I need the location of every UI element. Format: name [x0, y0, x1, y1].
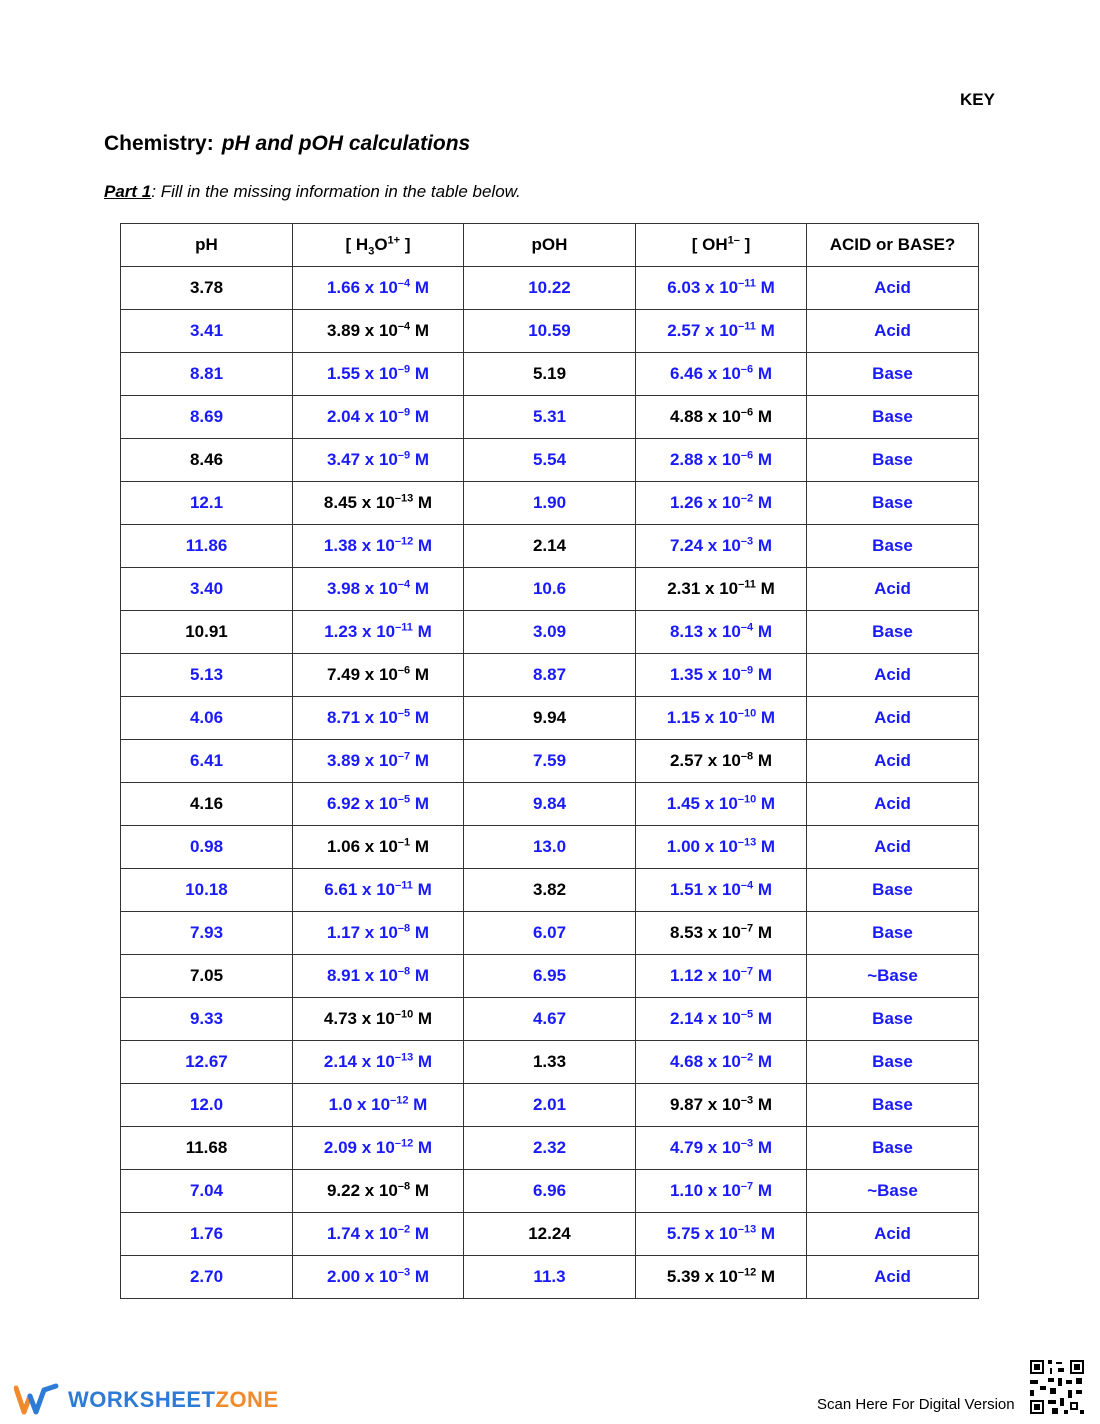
cell-ph: 8.69 — [121, 396, 293, 439]
cell-poh: 5.54 — [464, 439, 636, 482]
cell-h3o: 1.23 x $10^{-11}$ M — [293, 611, 464, 654]
cell-acid-or-base: Base — [807, 439, 979, 482]
cell-poh: 10.22 — [464, 267, 636, 310]
table-row — [121, 998, 979, 1041]
cell-ph: 6.41 — [121, 740, 293, 783]
worksheetzone-logo — [14, 1382, 279, 1418]
header-ph: pH — [121, 224, 293, 267]
cell-ph: 8.81 — [121, 353, 293, 396]
cell-oh: 1.45 x $10^{-10}$ M — [636, 783, 807, 826]
cell-acid-or-base: Acid — [807, 568, 979, 611]
cell-acid-or-base: ~Base — [807, 1170, 979, 1213]
cell-poh: 3.82 — [464, 869, 636, 912]
table-row — [121, 1127, 979, 1170]
cell-ph: 0.98 — [121, 826, 293, 869]
cell-oh: 7.24 x $10^{-3}$ M — [636, 525, 807, 568]
cell-acid-or-base: Base — [807, 1041, 979, 1084]
cell-acid-or-base: Base — [807, 912, 979, 955]
title-main: Chemistry: — [104, 132, 214, 155]
table-row — [121, 697, 979, 740]
cell-ph: 3.78 — [121, 267, 293, 310]
table-row — [121, 869, 979, 912]
cell-oh: 2.88 x $10^{-6}$ M — [636, 439, 807, 482]
cell-poh: 5.19 — [464, 353, 636, 396]
header-poh: pOH — [464, 224, 636, 267]
cell-oh: 8.13 x $10^{-4}$ M — [636, 611, 807, 654]
cell-poh: 4.67 — [464, 998, 636, 1041]
cell-poh: 12.24 — [464, 1213, 636, 1256]
table-row — [121, 1170, 979, 1213]
cell-oh: 4.68 x $10^{-2}$ M — [636, 1041, 807, 1084]
cell-oh: 8.53 x $10^{-7}$ M — [636, 912, 807, 955]
cell-ph: 11.86 — [121, 525, 293, 568]
cell-poh: 9.94 — [464, 697, 636, 740]
cell-oh: 5.39 x $10^{-12}$ M — [636, 1256, 807, 1299]
cell-ph: 4.06 — [121, 697, 293, 740]
cell-acid-or-base: Base — [807, 998, 979, 1041]
cell-acid-or-base: Acid — [807, 826, 979, 869]
cell-h3o: 8.91 x $10^{-8}$ M — [293, 955, 464, 998]
cell-h3o: 1.17 x $10^{-8}$ M — [293, 912, 464, 955]
part-label: Part 1 — [104, 182, 152, 201]
cell-h3o: 1.66 x $10^{-4}$ M — [293, 267, 464, 310]
cell-h3o: 1.38 x $10^{-12}$ M — [293, 525, 464, 568]
cell-poh: 2.14 — [464, 525, 636, 568]
cell-ph: 9.33 — [121, 998, 293, 1041]
cell-h3o: 3.89 x $10^{-4}$ M — [293, 310, 464, 353]
cell-ph: 12.0 — [121, 1084, 293, 1127]
ph-poh-table — [120, 223, 979, 1299]
table-row — [121, 654, 979, 697]
cell-acid-or-base: Base — [807, 1127, 979, 1170]
cell-acid-or-base: Base — [807, 869, 979, 912]
instructions-text: : Fill in the missing information in the table below. — [151, 182, 521, 201]
cell-h3o: 2.04 x $10^{-9}$ M — [293, 396, 464, 439]
header-h3o: [ $H_3O^{1+}$ ] — [293, 224, 464, 267]
brand-name: WORKSHEETZONE — [68, 1387, 279, 1412]
cell-ph: 4.16 — [121, 783, 293, 826]
cell-acid-or-base: Base — [807, 611, 979, 654]
table-row — [121, 525, 979, 568]
table-row — [121, 912, 979, 955]
cell-oh: 2.57 x $10^{-8}$ M — [636, 740, 807, 783]
cell-poh: 5.31 — [464, 396, 636, 439]
cell-acid-or-base: Base — [807, 1084, 979, 1127]
cell-h3o: 2.14 x $10^{-13}$ M — [293, 1041, 464, 1084]
table-row — [121, 482, 979, 525]
cell-poh: 1.33 — [464, 1041, 636, 1084]
cell-oh: 5.75 x $10^{-13}$ M — [636, 1213, 807, 1256]
cell-oh: 1.00 x $10^{-13}$ M — [636, 826, 807, 869]
cell-ph: 1.76 — [121, 1213, 293, 1256]
cell-ph: 8.46 — [121, 439, 293, 482]
table-row — [121, 396, 979, 439]
cell-acid-or-base: Base — [807, 482, 979, 525]
cell-acid-or-base: Base — [807, 525, 979, 568]
table-row — [121, 611, 979, 654]
cell-h3o: 2.09 x $10^{-12}$ M — [293, 1127, 464, 1170]
worksheetzone-logo-icon — [14, 1382, 60, 1418]
cell-h3o: 1.06 x $10^{-1}$ M — [293, 826, 464, 869]
cell-acid-or-base: Acid — [807, 740, 979, 783]
cell-ph: 10.18 — [121, 869, 293, 912]
cell-h3o: 7.49 x $10^{-6}$ M — [293, 654, 464, 697]
cell-ph: 3.40 — [121, 568, 293, 611]
page-title — [104, 132, 470, 156]
cell-oh: 2.14 x $10^{-5}$ M — [636, 998, 807, 1041]
cell-oh: 1.51 x $10^{-4}$ M — [636, 869, 807, 912]
header-oh: [ $OH^{1-}$ ] — [636, 224, 807, 267]
cell-poh: 13.0 — [464, 826, 636, 869]
cell-ph: 7.05 — [121, 955, 293, 998]
cell-acid-or-base: Acid — [807, 1256, 979, 1299]
qr-code-icon[interactable] — [1028, 1358, 1086, 1416]
cell-oh: 1.15 x $10^{-10}$ M — [636, 697, 807, 740]
cell-oh: 6.03 x $10^{-11}$ M — [636, 267, 807, 310]
table-row — [121, 439, 979, 482]
cell-ph: 12.67 — [121, 1041, 293, 1084]
cell-h3o: 3.89 x $10^{-7}$ M — [293, 740, 464, 783]
cell-h3o: 4.73 x $10^{-10}$ M — [293, 998, 464, 1041]
cell-poh: 9.84 — [464, 783, 636, 826]
cell-acid-or-base: Acid — [807, 1213, 979, 1256]
cell-oh: 2.31 x $10^{-11}$ M — [636, 568, 807, 611]
cell-h3o: 8.45 x $10^{-13}$ M — [293, 482, 464, 525]
cell-oh: 1.35 x $10^{-9}$ M — [636, 654, 807, 697]
cell-acid-or-base: Acid — [807, 783, 979, 826]
cell-h3o: 8.71 x $10^{-5}$ M — [293, 697, 464, 740]
cell-poh: 3.09 — [464, 611, 636, 654]
table-row — [121, 1213, 979, 1256]
cell-poh: 6.07 — [464, 912, 636, 955]
cell-ph: 2.70 — [121, 1256, 293, 1299]
cell-ph: 12.1 — [121, 482, 293, 525]
header-acid-or-base: ACID or BASE? — [807, 224, 979, 267]
cell-ph: 7.93 — [121, 912, 293, 955]
cell-oh: 9.87 x $10^{-3}$ M — [636, 1084, 807, 1127]
cell-h3o: 6.92 x $10^{-5}$ M — [293, 783, 464, 826]
cell-poh: 1.90 — [464, 482, 636, 525]
cell-h3o: 9.22 x $10^{-8}$ M — [293, 1170, 464, 1213]
cell-oh: 2.57 x $10^{-11}$ M — [636, 310, 807, 353]
table-row — [121, 1084, 979, 1127]
table-row — [121, 310, 979, 353]
cell-oh: 1.10 x $10^{-7}$ M — [636, 1170, 807, 1213]
cell-poh: 6.96 — [464, 1170, 636, 1213]
cell-acid-or-base: Base — [807, 396, 979, 439]
cell-poh: 2.32 — [464, 1127, 636, 1170]
table-row — [121, 1041, 979, 1084]
table-row — [121, 826, 979, 869]
cell-oh: 4.79 x $10^{-3}$ M — [636, 1127, 807, 1170]
cell-acid-or-base: Acid — [807, 310, 979, 353]
cell-oh: 6.46 x $10^{-6}$ M — [636, 353, 807, 396]
cell-acid-or-base: ~Base — [807, 955, 979, 998]
cell-acid-or-base: Acid — [807, 654, 979, 697]
cell-oh: 4.88 x $10^{-6}$ M — [636, 396, 807, 439]
cell-ph: 11.68 — [121, 1127, 293, 1170]
cell-poh: 10.59 — [464, 310, 636, 353]
cell-h3o: 1.74 x $10^{-2}$ M — [293, 1213, 464, 1256]
table-row — [121, 1256, 979, 1299]
scan-text: Scan Here For Digital Version — [817, 1396, 1015, 1413]
table-row — [121, 568, 979, 611]
cell-poh: 2.01 — [464, 1084, 636, 1127]
cell-h3o: 2.00 x $10^{-3}$ M — [293, 1256, 464, 1299]
cell-ph: 7.04 — [121, 1170, 293, 1213]
cell-oh: 1.12 x $10^{-7}$ M — [636, 955, 807, 998]
key-label: KEY — [960, 90, 995, 109]
table-row — [121, 267, 979, 310]
cell-poh: 8.87 — [464, 654, 636, 697]
cell-oh: 1.26 x $10^{-2}$ M — [636, 482, 807, 525]
cell-h3o: 1.55 x $10^{-9}$ M — [293, 353, 464, 396]
table-row — [121, 353, 979, 396]
cell-acid-or-base: Acid — [807, 697, 979, 740]
table-row — [121, 955, 979, 998]
title-sub: pH and pOH calculations — [221, 132, 471, 155]
table-row — [121, 740, 979, 783]
cell-ph: 3.41 — [121, 310, 293, 353]
cell-h3o: 3.47 x $10^{-9}$ M — [293, 439, 464, 482]
cell-acid-or-base: Base — [807, 353, 979, 396]
table-header-row — [121, 224, 979, 267]
cell-h3o: 3.98 x $10^{-4}$ M — [293, 568, 464, 611]
cell-h3o: 6.61 x $10^{-11}$ M — [293, 869, 464, 912]
instructions — [104, 182, 521, 202]
cell-poh: 7.59 — [464, 740, 636, 783]
cell-poh: 10.6 — [464, 568, 636, 611]
cell-ph: 5.13 — [121, 654, 293, 697]
table-row — [121, 783, 979, 826]
cell-poh: 11.3 — [464, 1256, 636, 1299]
cell-acid-or-base: Acid — [807, 267, 979, 310]
cell-poh: 6.95 — [464, 955, 636, 998]
cell-ph: 10.91 — [121, 611, 293, 654]
cell-h3o: 1.0 x $10^{-12}$ M — [293, 1084, 464, 1127]
